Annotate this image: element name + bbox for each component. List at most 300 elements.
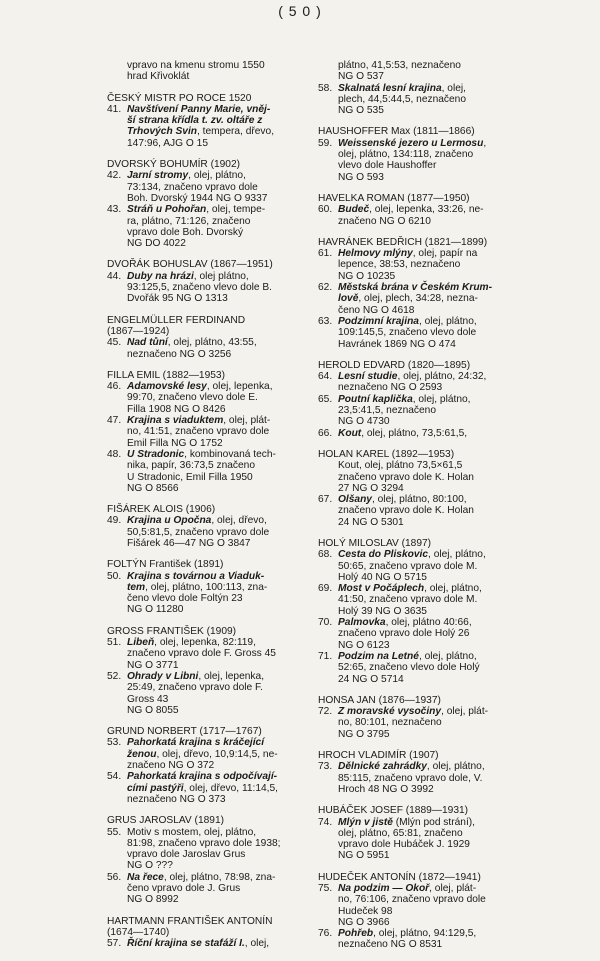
entry-line xyxy=(338,382,506,393)
entry-detail: , xyxy=(483,137,487,149)
catalog-entry xyxy=(107,737,307,771)
continuation-line: Kout, olej, plátno 73,5×61,5 xyxy=(338,460,463,472)
entry-number: 72. xyxy=(318,706,333,718)
entry-number: 41. xyxy=(107,103,122,115)
entry-detail: NG O 593 xyxy=(338,171,384,183)
artwork-title: Cesta do Pliskovic xyxy=(338,549,429,561)
artwork-title: Říční krajina se stafáží I. xyxy=(127,938,245,950)
artist-group xyxy=(107,370,307,494)
entry-number: 59. xyxy=(318,137,333,149)
artwork-title: Mlýn v jistě xyxy=(338,816,393,828)
catalog-entry xyxy=(318,138,506,183)
artwork-title: ší strana křídla t. zv. oltáře z xyxy=(127,115,263,127)
entry-detail: 147:96, AJG O 15 xyxy=(127,137,208,149)
entry-detail: neznačeno NG O 8531 xyxy=(338,939,443,951)
artwork-title: Na podzim — Okoř xyxy=(338,883,430,894)
entry-detail: Emil Filla NG O 1752 xyxy=(127,437,223,449)
entry-detail: Boh. Dvorský 1944 NG O 9337 xyxy=(127,192,268,204)
artist-group xyxy=(107,559,307,615)
entry-number: 61. xyxy=(318,248,333,260)
entry-detail: , olej, plát- xyxy=(429,883,477,894)
entry-detail: , olej, plátno, 43:55, xyxy=(167,337,257,349)
catalog-entry xyxy=(107,771,307,805)
entry-detail: Gross 43 xyxy=(127,693,169,705)
entry-line xyxy=(127,460,307,471)
entry-detail: , olej, dřevo, xyxy=(211,515,267,527)
entry-number: 62. xyxy=(318,282,333,294)
entry-number: 48. xyxy=(107,448,122,460)
entry-line xyxy=(127,170,307,181)
entry-line xyxy=(127,115,307,126)
entry-text xyxy=(338,883,506,928)
artwork-title: Pahorkatá krajina s odpočívají- xyxy=(127,771,278,783)
entry-detail: Hroch 48 NG O 3992 xyxy=(338,783,434,795)
artwork-title: Kout xyxy=(338,427,362,439)
entry-detail: olej, plátno, 65:81, značeno xyxy=(338,827,463,839)
entry-line xyxy=(127,872,307,883)
entry-detail: olej, plátno, 134:118, značeno xyxy=(338,149,474,161)
catalog-entry xyxy=(318,428,506,439)
entry-line xyxy=(338,839,506,850)
artwork-title: Libeň xyxy=(127,637,155,649)
entry-text xyxy=(338,651,506,685)
entry-number: 74. xyxy=(318,816,333,828)
entry-line xyxy=(338,160,506,171)
catalog-entry xyxy=(318,549,506,583)
artist-heading: HAVELKA ROMAN (1877—1950) xyxy=(318,192,470,204)
entry-detail: Fišárek 46—47 NG O 3847 xyxy=(127,537,251,549)
entry-line xyxy=(338,549,506,560)
artist-heading: (1867—1924) xyxy=(107,325,170,337)
entry-number: 68. xyxy=(318,549,333,561)
artist-heading: FOLTÝN František (1891) xyxy=(107,559,224,571)
catalog-entry xyxy=(318,761,506,795)
artist-group xyxy=(107,159,307,249)
entry-line xyxy=(127,849,307,860)
entry-detail: 24 NG O 5301 xyxy=(338,516,404,528)
entry-detail: značeno NG O 372 xyxy=(127,760,215,772)
catalog-entry xyxy=(318,706,506,740)
entry-line xyxy=(127,271,307,282)
entry-detail: , olej plátno, xyxy=(193,270,249,282)
entry-detail: vlevo dole Haushoffer xyxy=(338,160,437,172)
entry-number: 66. xyxy=(318,427,333,439)
artwork-title: tem xyxy=(127,581,146,593)
entry-line xyxy=(338,271,506,282)
entry-line xyxy=(127,392,307,403)
catalog-entry xyxy=(107,170,307,204)
entry-detail: čeno NG O 4618 xyxy=(338,304,415,316)
entry-text xyxy=(127,872,307,906)
entry-line xyxy=(127,104,307,115)
entry-line xyxy=(127,449,307,460)
artist-group xyxy=(107,916,307,950)
artwork-title: Stráň u Pohořan xyxy=(127,204,207,216)
entry-number: 65. xyxy=(318,393,333,405)
catalog-entry xyxy=(318,83,506,117)
artist-heading: GROSS FRANTIŠEK (1909) xyxy=(107,625,237,637)
artwork-title: Pohřeb xyxy=(338,928,374,940)
entry-number: 42. xyxy=(107,170,122,182)
entry-detail: , olej, plátno, 73,5:61,5, xyxy=(361,427,468,439)
catalog-entry xyxy=(318,651,506,685)
catalog-entry xyxy=(107,271,307,305)
entry-line xyxy=(338,850,506,861)
entry-line xyxy=(338,939,506,950)
entry-line xyxy=(127,771,307,782)
artwork-title: Krajina u Opočna xyxy=(127,515,212,527)
catalog-entry xyxy=(107,515,307,549)
artwork-title: Jarní stromy xyxy=(127,170,189,182)
artist-group xyxy=(318,360,506,439)
catalog-entry xyxy=(318,248,506,282)
continuation-line: vpravo na kmenu stromu 1550 xyxy=(127,60,265,71)
entry-text xyxy=(338,617,506,651)
artist-heading: ČESKÝ MISTR PO ROCE 1520 xyxy=(107,92,252,104)
entry-text xyxy=(127,337,307,360)
entry-text xyxy=(338,248,506,282)
catalog-entry xyxy=(318,494,506,528)
entry-detail: no, 80:101, neznačeno xyxy=(338,717,442,729)
entry-line xyxy=(127,538,307,549)
entry-text xyxy=(127,381,307,415)
entry-line xyxy=(127,582,307,593)
artist-group xyxy=(318,60,506,116)
entry-line xyxy=(338,883,506,894)
entry-detail: Dvořák 95 NG O 1313 xyxy=(127,293,228,305)
entry-text xyxy=(127,771,307,805)
entry-number: 63. xyxy=(318,315,333,327)
artist-heading: HOLÝ MILOSLAV (1897) xyxy=(318,537,432,549)
entry-detail: , olej, lepenka, xyxy=(206,381,273,393)
artwork-title: U Stradonic xyxy=(127,448,185,460)
entry-line xyxy=(127,671,307,682)
catalog-entry xyxy=(318,204,506,227)
entry-detail: Havránek 1869 NG O 474 xyxy=(338,338,456,350)
entry-number: 50. xyxy=(107,570,122,582)
continuation-line: NG O 537 xyxy=(338,71,384,83)
artwork-title: Dělnické zahrádky xyxy=(338,761,427,773)
entry-detail: , olej, plátno, 94:129,5, xyxy=(373,928,477,940)
entry-line xyxy=(127,604,307,615)
entry-detail: značeno vpravo dole F. Gross 45 xyxy=(127,648,276,660)
entry-number: 43. xyxy=(107,204,122,216)
entry-detail: NG O 3795 xyxy=(338,728,390,740)
artwork-title: Ohrady v Libni xyxy=(127,670,199,682)
entry-line xyxy=(338,617,506,628)
entry-detail: lepence, 38:53, neznačeno xyxy=(338,259,461,271)
catalog-entry xyxy=(318,583,506,617)
artist-heading: HROCH VLADIMÍR (1907) xyxy=(318,750,439,762)
catalog-entry xyxy=(107,381,307,415)
entry-detail: NG O 8566 xyxy=(127,482,179,494)
entry-line xyxy=(127,381,307,392)
catalog-entry xyxy=(107,872,307,906)
entry-line xyxy=(127,637,307,648)
artist-heading: (1674—1740) xyxy=(107,926,170,938)
entry-line xyxy=(338,305,506,316)
artist-heading: HUBÁČEK JOSEF (1889—1931) xyxy=(318,805,469,817)
entry-detail: vpravo dole Jaroslav Grus xyxy=(127,849,246,861)
entry-line xyxy=(338,394,506,405)
catalog-entry xyxy=(318,316,506,350)
catalog-entry xyxy=(318,617,506,651)
entry-line xyxy=(127,227,307,238)
entry-line xyxy=(127,282,307,293)
entry-line xyxy=(127,883,307,894)
entry-text xyxy=(338,817,506,862)
catalog-entry xyxy=(318,883,506,928)
entry-text xyxy=(127,737,307,771)
entry-number: 52. xyxy=(107,670,122,682)
entry-line xyxy=(338,505,506,516)
entry-text xyxy=(338,761,506,795)
catalog-entry xyxy=(107,671,307,716)
artwork-title: Lesní studie xyxy=(338,371,398,383)
entry-detail: 99:70, značeno vlevo dole E. xyxy=(127,392,258,404)
entry-text xyxy=(127,170,307,204)
entry-line xyxy=(338,651,506,662)
entry-detail: NG O 8992 xyxy=(127,894,179,906)
catalog-entry xyxy=(107,337,307,360)
entry-text xyxy=(338,706,506,740)
artist-heading: HEROLD EDVARD (1820—1895) xyxy=(318,359,471,371)
entry-text xyxy=(338,138,506,183)
entry-detail: 23,5:41,5, neznačeno xyxy=(338,405,436,417)
entry-detail: nika, papír, 36:73,5 značeno xyxy=(127,460,256,472)
entry-text xyxy=(127,515,307,549)
catalog-entry xyxy=(107,571,307,616)
entry-text xyxy=(127,415,307,449)
entry-line xyxy=(338,339,506,350)
entry-detail: NG O 4730 xyxy=(338,416,390,428)
entry-detail: no, 76:106, značeno vpravo dole xyxy=(338,894,486,906)
artist-heading: FIŠÁREK ALOIS (1906) xyxy=(107,504,216,516)
artist-heading: HAUSHOFFER Max (1811—1866) xyxy=(318,126,475,138)
artwork-title: Navštívení Panny Marie, vněj- xyxy=(127,103,271,115)
right-column xyxy=(318,60,506,961)
entry-text xyxy=(127,271,307,305)
entry-number: 44. xyxy=(107,270,122,282)
entry-detail: NG O 10235 xyxy=(338,270,396,282)
entry-line xyxy=(127,838,307,849)
entry-number: 56. xyxy=(107,871,122,883)
entry-line xyxy=(127,660,307,671)
entry-detail: , olej, xyxy=(244,938,270,950)
continuation-line: značeno vpravo dole K. Holan xyxy=(338,471,474,483)
entry-number: 55. xyxy=(107,826,122,838)
entry-number: 45. xyxy=(107,337,122,349)
artwork-title: Palmovka xyxy=(338,617,386,629)
entry-line xyxy=(338,282,506,293)
entry-text xyxy=(127,827,307,872)
entry-line xyxy=(338,817,506,828)
artwork-title: Poutní kaplička xyxy=(338,393,413,405)
entry-text xyxy=(338,494,506,528)
entry-detail: čeno vpravo dole J. Grus xyxy=(127,883,241,894)
entry-number: 76. xyxy=(318,928,333,940)
entry-line xyxy=(127,415,307,426)
continuation-line: plátno, 41,5:53, neznačeno xyxy=(338,60,461,71)
entry-line xyxy=(127,204,307,215)
entry-line xyxy=(127,827,307,838)
entry-number: 47. xyxy=(107,415,122,427)
catalog-entry xyxy=(107,827,307,872)
entry-line xyxy=(338,928,506,939)
continuation-line: 27 NG O 3294 xyxy=(338,482,404,494)
artist-heading: HAVRÁNEK BEDŘICH (1821—1899) xyxy=(318,236,488,248)
entry-detail: značeno vpravo dole Holý 26 xyxy=(338,628,470,640)
entry-line xyxy=(338,784,506,795)
entry-detail: značeno vpravo dole K. Holan xyxy=(338,505,474,517)
entry-line xyxy=(338,773,506,784)
artist-heading: DVORSKÝ BOHUMÍR (1902) xyxy=(107,159,241,171)
entry-detail: , olej, plátno, xyxy=(188,170,246,182)
entry-line xyxy=(127,593,307,604)
entry-line xyxy=(127,483,307,494)
entry-line xyxy=(127,216,307,227)
entry-line xyxy=(127,138,307,149)
catalog-entry xyxy=(107,449,307,494)
entry-detail: no, 41:51, značeno vpravo dole xyxy=(127,426,270,438)
artist-group xyxy=(318,805,506,861)
artist-group xyxy=(318,126,506,182)
entry-detail: , olej, plátno 40:66, xyxy=(385,617,472,629)
entry-text xyxy=(338,549,506,583)
entry-detail: plech, 44,5:44,5, neznačeno xyxy=(338,93,467,105)
entry-line xyxy=(127,682,307,693)
entry-number: 51. xyxy=(107,637,122,649)
artist-heading: GRUS JAROSLAV (1891) xyxy=(107,815,225,827)
entry-line xyxy=(338,706,506,717)
entry-text xyxy=(127,938,307,949)
artwork-title: Skalnatá lesní krajina xyxy=(338,82,442,94)
entry-line xyxy=(127,938,307,949)
entry-detail: 52:65, značeno vlevo dole Holý xyxy=(338,662,480,674)
entry-number: 49. xyxy=(107,515,122,527)
entry-line xyxy=(338,316,506,327)
entry-line xyxy=(338,628,506,639)
entry-text xyxy=(338,394,506,428)
entry-detail: , olej, plátno, 24:32, xyxy=(397,371,487,383)
entry-line xyxy=(338,572,506,583)
entry-line xyxy=(338,172,506,183)
artist-group xyxy=(107,504,307,549)
artist-group xyxy=(318,695,506,740)
entry-line xyxy=(127,571,307,582)
entry-line xyxy=(127,404,307,415)
entry-detail: , olej, dřevo, 11:14,5, xyxy=(183,782,279,794)
entry-number: 69. xyxy=(318,583,333,595)
entry-line xyxy=(338,729,506,740)
entry-detail: , olej, plátno, 100:113, zna- xyxy=(145,581,268,593)
artwork-title: Most v Počáplech xyxy=(338,583,425,595)
entry-number: 57. xyxy=(107,938,122,950)
entry-number: 71. xyxy=(318,650,333,662)
artist-group xyxy=(107,93,307,149)
entry-detail: Holý 40 NG O 5715 xyxy=(338,571,427,583)
entry-detail: , tempera, dřevo, xyxy=(197,126,275,138)
entry-number: 54. xyxy=(107,771,122,783)
entry-detail: , olej, plátno, 80:100, xyxy=(371,494,467,506)
entry-line xyxy=(127,705,307,716)
entry-detail: , olej, plátno, xyxy=(412,393,471,405)
entry-detail: (Mlýn pod strání), xyxy=(392,816,476,828)
entry-number: 53. xyxy=(107,737,122,749)
artwork-title: Městská brána v Českém Krum- xyxy=(338,282,493,294)
artist-heading: FILLA EMIL (1882—1953) xyxy=(107,369,225,381)
entry-detail: Hudeček 98 xyxy=(338,905,393,917)
entry-detail: , olej, plátno, 78:98, zna- xyxy=(163,871,276,883)
entry-detail: , olej, plát- xyxy=(223,415,271,427)
entry-text xyxy=(127,637,307,671)
entry-detail: 109:145,5, značeno vlevo dole xyxy=(338,327,477,339)
catalog-entry xyxy=(318,371,506,394)
entry-detail: NG O 535 xyxy=(338,105,384,117)
entry-detail: vpravo dole Hubáček J. 1929 xyxy=(338,839,470,851)
entry-line xyxy=(338,674,506,685)
entry-line xyxy=(127,760,307,771)
entry-detail: , olej, tempe- xyxy=(206,204,266,216)
entry-number: 60. xyxy=(318,204,333,216)
entry-line xyxy=(127,438,307,449)
entry-detail: NG O 8055 xyxy=(127,704,179,716)
entry-line xyxy=(338,293,506,304)
entry-detail: neznačeno NG O 2593 xyxy=(338,382,443,394)
entry-number: 64. xyxy=(318,371,333,383)
entry-line xyxy=(127,737,307,748)
entry-detail: NG DO 4022 xyxy=(127,238,186,250)
artwork-title: Duby na hrázi xyxy=(127,270,194,282)
artist-heading: DVOŘÁK BOHUSLAV (1867—1951) xyxy=(107,259,273,271)
entry-detail: NG O 6123 xyxy=(338,639,390,651)
artist-heading: HOLAN KAREL (1892—1953) xyxy=(318,448,455,460)
entry-line xyxy=(127,749,307,760)
entry-detail: NG O 3966 xyxy=(338,916,390,928)
artist-group xyxy=(318,872,506,951)
entry-detail: , olej, plátno, xyxy=(418,315,477,327)
entry-detail: , olej, plátno, xyxy=(428,549,486,561)
entry-line xyxy=(338,416,506,427)
entry-detail: , olej, lepenka, 33:26, ne- xyxy=(369,204,484,216)
entry-detail: NG O ??? xyxy=(127,860,173,872)
artist-group xyxy=(318,193,506,227)
entry-detail: 81:98, značeno vpravo dole 1938; xyxy=(127,837,281,849)
entry-detail: Holý 39 NG O 3635 xyxy=(338,605,427,617)
catalog-entry xyxy=(318,394,506,428)
entry-text xyxy=(338,204,506,227)
artist-group xyxy=(107,726,307,805)
entry-text xyxy=(127,571,307,616)
entry-detail: , olej, lepenka, 82:119, xyxy=(154,637,256,649)
artist-group xyxy=(318,237,506,350)
entry-line xyxy=(338,662,506,673)
entry-text xyxy=(338,83,506,117)
artist-group xyxy=(318,449,506,528)
entry-line xyxy=(127,349,307,360)
entry-detail: , kombinovaná tech- xyxy=(184,448,276,460)
entry-detail: 25:49, značeno vpravo dole F. xyxy=(127,682,263,694)
artwork-title: Krajina s továrnou a Viaduk- xyxy=(127,570,265,582)
artwork-title: cími pastýři xyxy=(127,782,184,794)
entry-line xyxy=(127,794,307,805)
entry-line xyxy=(338,405,506,416)
catalog-entry xyxy=(107,637,307,671)
entry-detail: , olej, plát- xyxy=(441,706,489,718)
entry-detail: NG O 11280 xyxy=(127,604,184,616)
entry-detail: NG O 5951 xyxy=(338,850,390,862)
entry-detail: vpravo dole Boh. Dvorský xyxy=(127,226,244,238)
